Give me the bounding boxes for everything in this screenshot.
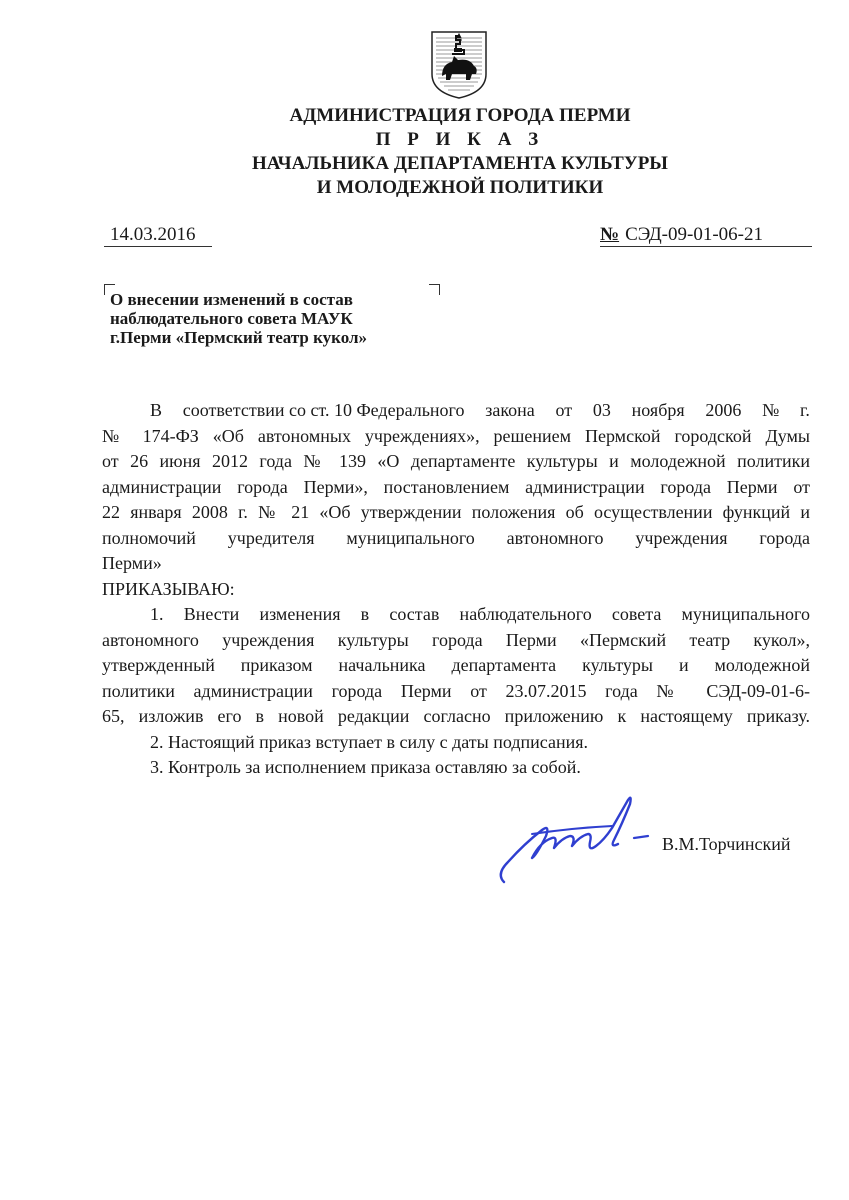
document-body <box>102 398 810 781</box>
number-value: СЭД-09-01-06-21 <box>625 224 763 245</box>
order-item-1-line: 1. Внести изменения в состав наблюдательного совета муниципального <box>150 604 810 624</box>
preamble-line: 22 января 2008 г. № 21 «Об утверждении положения об осуществлении функций и <box>102 502 810 522</box>
signer-name: В.М.Торчинский <box>662 834 791 854</box>
city-coat-of-arms-icon <box>430 30 488 100</box>
organization-name: АДМИНИСТРАЦИЯ ГОРОДА ПЕРМИ <box>289 105 631 126</box>
preamble-line: от 26 июня 2012 года № 139 «О департаменте культуры и молодежной политики <box>102 451 810 471</box>
order-word: ПРИКАЗЫВАЮ: <box>102 578 235 599</box>
preamble-line: № 174-ФЗ «Об автономных учреждениях», решением Пермской городской Думы <box>102 425 810 446</box>
issuer-title-line1: НАЧАЛЬНИКА ДЕПАРТАМЕНТА КУЛЬТУРЫ <box>252 153 668 174</box>
preamble-line: администрации города Перми», постановлением администрации города Перми от <box>102 476 810 497</box>
subject-line: г.Перми «Пермский театр кукол» <box>110 328 368 347</box>
issuer-title-line2: И МОЛОДЕЖНОЙ ПОЛИТИКИ <box>316 177 604 198</box>
document-header <box>150 104 770 200</box>
preamble-line: Перми» <box>102 553 162 573</box>
document-date: 14.03.2016 <box>104 224 212 247</box>
preamble-line: В соответствии со ст. 10 Федерального закона от 03 ноября 2006 № г. <box>150 400 810 420</box>
order-item-2: 2. Настоящий приказ вступает в силу с даты подписания. <box>150 731 589 752</box>
order-item-1-line: 65, изложив его в новой редакции согласно приложению к настоящему приказу. <box>102 706 810 726</box>
document-type: П Р И К А З <box>375 129 545 150</box>
document-subject <box>110 290 440 347</box>
subject-line: наблюдательного совета МАУК <box>110 309 353 328</box>
order-item-1-line: утвержденный приказом начальника департамента культуры и молодежной <box>102 655 810 675</box>
document-number <box>600 224 812 247</box>
preamble-line: полномочий учредителя муниципального автономного учреждения города <box>102 527 810 548</box>
subject-line: О внесении изменений в состав <box>110 290 353 309</box>
number-sign: № <box>600 224 620 245</box>
order-item-1-line: автономного учреждения культуры города Перми «Пермский театр кукол», <box>102 629 810 650</box>
handwritten-signature <box>492 788 662 888</box>
order-item-3: 3. Контроль за исполнением приказа оставляю за собой. <box>150 757 581 777</box>
order-item-1-line: политики администрации города Перми от 23.07.2015 года № СЭД-09-01-6- <box>102 680 810 701</box>
